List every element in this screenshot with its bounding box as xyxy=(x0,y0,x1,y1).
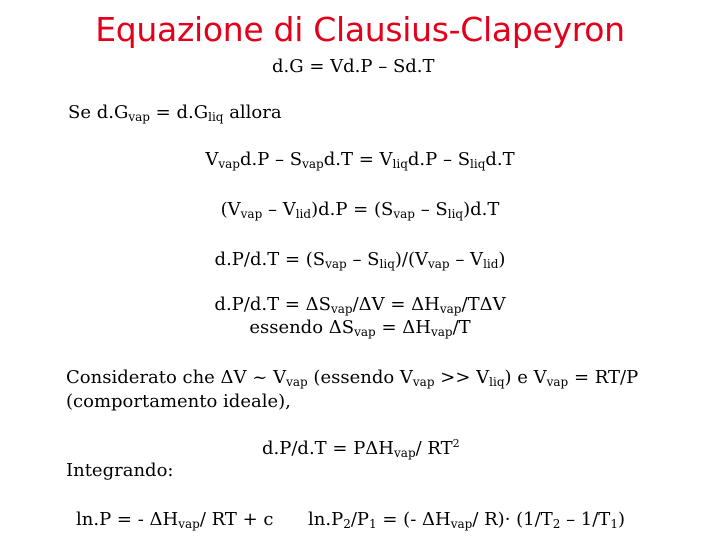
equation-ratio: $d.P/d.T = (S_{vap} - S_{liq})/(V_{vap} - V_{lid})$ xyxy=(214,249,506,271)
text-ideal-behavior: (comportamento ideale), xyxy=(66,391,291,412)
slide-title: Equazione di Clausius-Clapeyron xyxy=(95,10,625,49)
equation-integrated: ln.P = - $\Delta H_{vap}/$ RT + c xyxy=(76,509,274,531)
text-integrating: Integrando: xyxy=(66,460,174,481)
equation-grouped: $(V_{vap} - V_{lid})d.P = (S_{vap} - S_{liq})d.T$ xyxy=(220,199,500,221)
equation-equilibrium-condition: Se $d.G_{vap} = d.G_{liq}$ allora xyxy=(68,102,282,124)
text-assumption: Considerato che ΔV ~ $V_{vap}$ (essendo $V_{vap} >> V_{liq}$) e $V_{vap} = RT/P$ xyxy=(66,367,639,389)
equation-clausius-clapeyron: $d.P/d.T = P\Delta H_{vap}/$ $RT^2$ xyxy=(262,437,460,460)
equation-two-point-form: $\ln.P_2/P_1$ = (- $\Delta H_{vap}/$ $R)\cdot (1/T_2 - 1/T_1)$ xyxy=(308,509,625,531)
equation-gibbs: d.G = Vd.P – Sd.T xyxy=(272,56,435,77)
equation-expanded: $V_{vap}d.P - S_{vap}d.T = V_{liq}d.P - S_{liq}d.T$ xyxy=(205,149,515,171)
equation-entropy-relation: essendo $\Delta S_{vap} = \Delta H_{vap}/T$ xyxy=(249,317,471,339)
equation-clapeyron: $d.P/d.T = \Delta S_{vap}/\Delta V = \Delta H_{vap}/T\Delta V$ xyxy=(214,294,506,316)
